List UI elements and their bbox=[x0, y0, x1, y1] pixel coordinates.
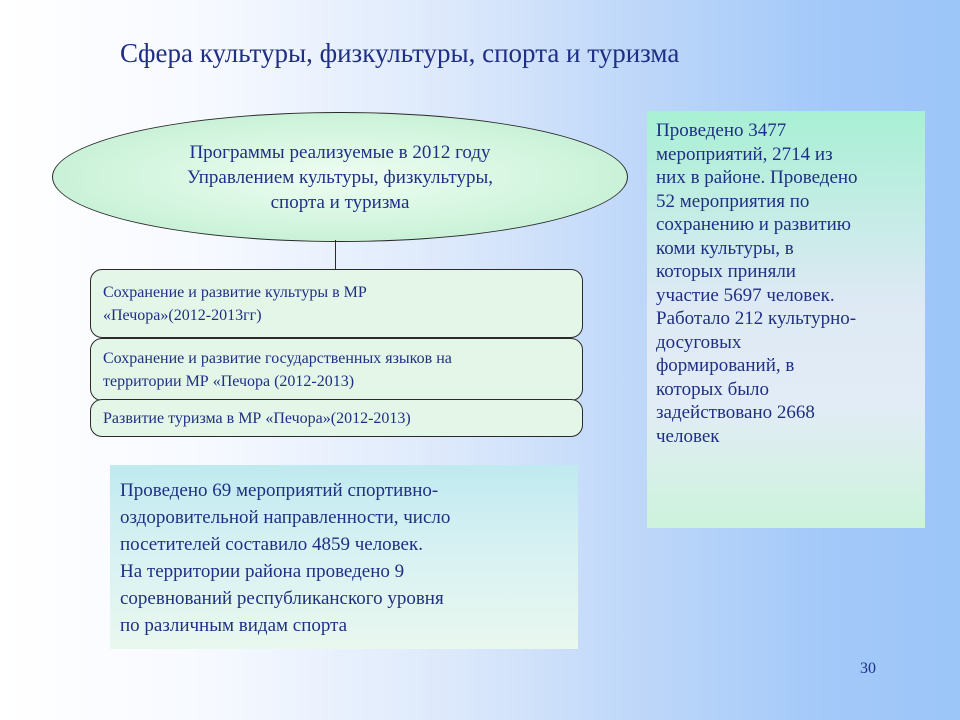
sport-info-line: соревнований республиканского уровня bbox=[120, 588, 444, 609]
culture-info-line: Проведено 3477 bbox=[656, 120, 787, 141]
root-line: спорта и туризма bbox=[270, 191, 410, 213]
sport-info-box bbox=[110, 465, 578, 649]
program-box-tourism bbox=[90, 399, 583, 437]
program-box-text bbox=[103, 407, 411, 430]
culture-info-line: задействовано 2668 bbox=[656, 402, 815, 423]
program-box-culture bbox=[90, 269, 583, 338]
sport-info-line: На территории района проведено 9 bbox=[120, 561, 405, 582]
sport-info-line: Проведено 69 мероприятий спортивно- bbox=[120, 480, 439, 501]
culture-info-line: участие 5697 человек. bbox=[656, 284, 835, 306]
culture-info-line: досуговых bbox=[656, 331, 742, 353]
program-line: Сохранение и развитие культуры в МР bbox=[103, 283, 367, 301]
culture-info-line: мероприятий, 2714 из bbox=[656, 143, 833, 165]
root-line: Программы реализуемые в 2012 году bbox=[189, 141, 491, 163]
program-box-text bbox=[103, 281, 367, 327]
connector-line bbox=[335, 240, 336, 270]
slide-title: Сфера культуры, физкультуры, спорта и туризма bbox=[120, 38, 680, 68]
program-box-text bbox=[103, 347, 452, 393]
page-number: 30 bbox=[860, 660, 876, 677]
programs-root-ellipse bbox=[52, 112, 628, 242]
culture-info-box bbox=[647, 111, 925, 528]
program-line: территории МР «Печора (2012-2013) bbox=[103, 372, 355, 390]
programs-root-text bbox=[130, 140, 550, 215]
culture-info-line: коми культуры, в bbox=[656, 237, 794, 259]
root-line: Управлением культуры, физкультуры, bbox=[186, 166, 494, 188]
sport-info-line: посетителей составило 4859 человек. bbox=[120, 534, 423, 555]
culture-info-line: Работало 212 культурно- bbox=[656, 308, 857, 329]
culture-info-line: формирований, в bbox=[656, 355, 795, 376]
program-line: Сохранение и развитие государственных языков на bbox=[103, 349, 452, 367]
culture-info-line: которых было bbox=[656, 378, 769, 400]
culture-info-line: 52 мероприятия по bbox=[656, 190, 810, 212]
culture-info-line: которых приняли bbox=[656, 261, 796, 282]
culture-info-line: них в районе. Проведено bbox=[656, 167, 858, 188]
culture-info-line: сохранению и развитию bbox=[656, 214, 851, 235]
sport-info-line: по различным видам спорта bbox=[120, 615, 348, 636]
program-line: Развитие туризма в МР «Печора»(2012-2013) bbox=[103, 409, 411, 427]
program-box-languages bbox=[90, 338, 583, 401]
sport-info-line: оздоровительной направленности, число bbox=[120, 507, 451, 528]
program-line: «Печора»(2012-2013гг) bbox=[103, 306, 262, 324]
culture-info-line: человек bbox=[656, 425, 720, 447]
